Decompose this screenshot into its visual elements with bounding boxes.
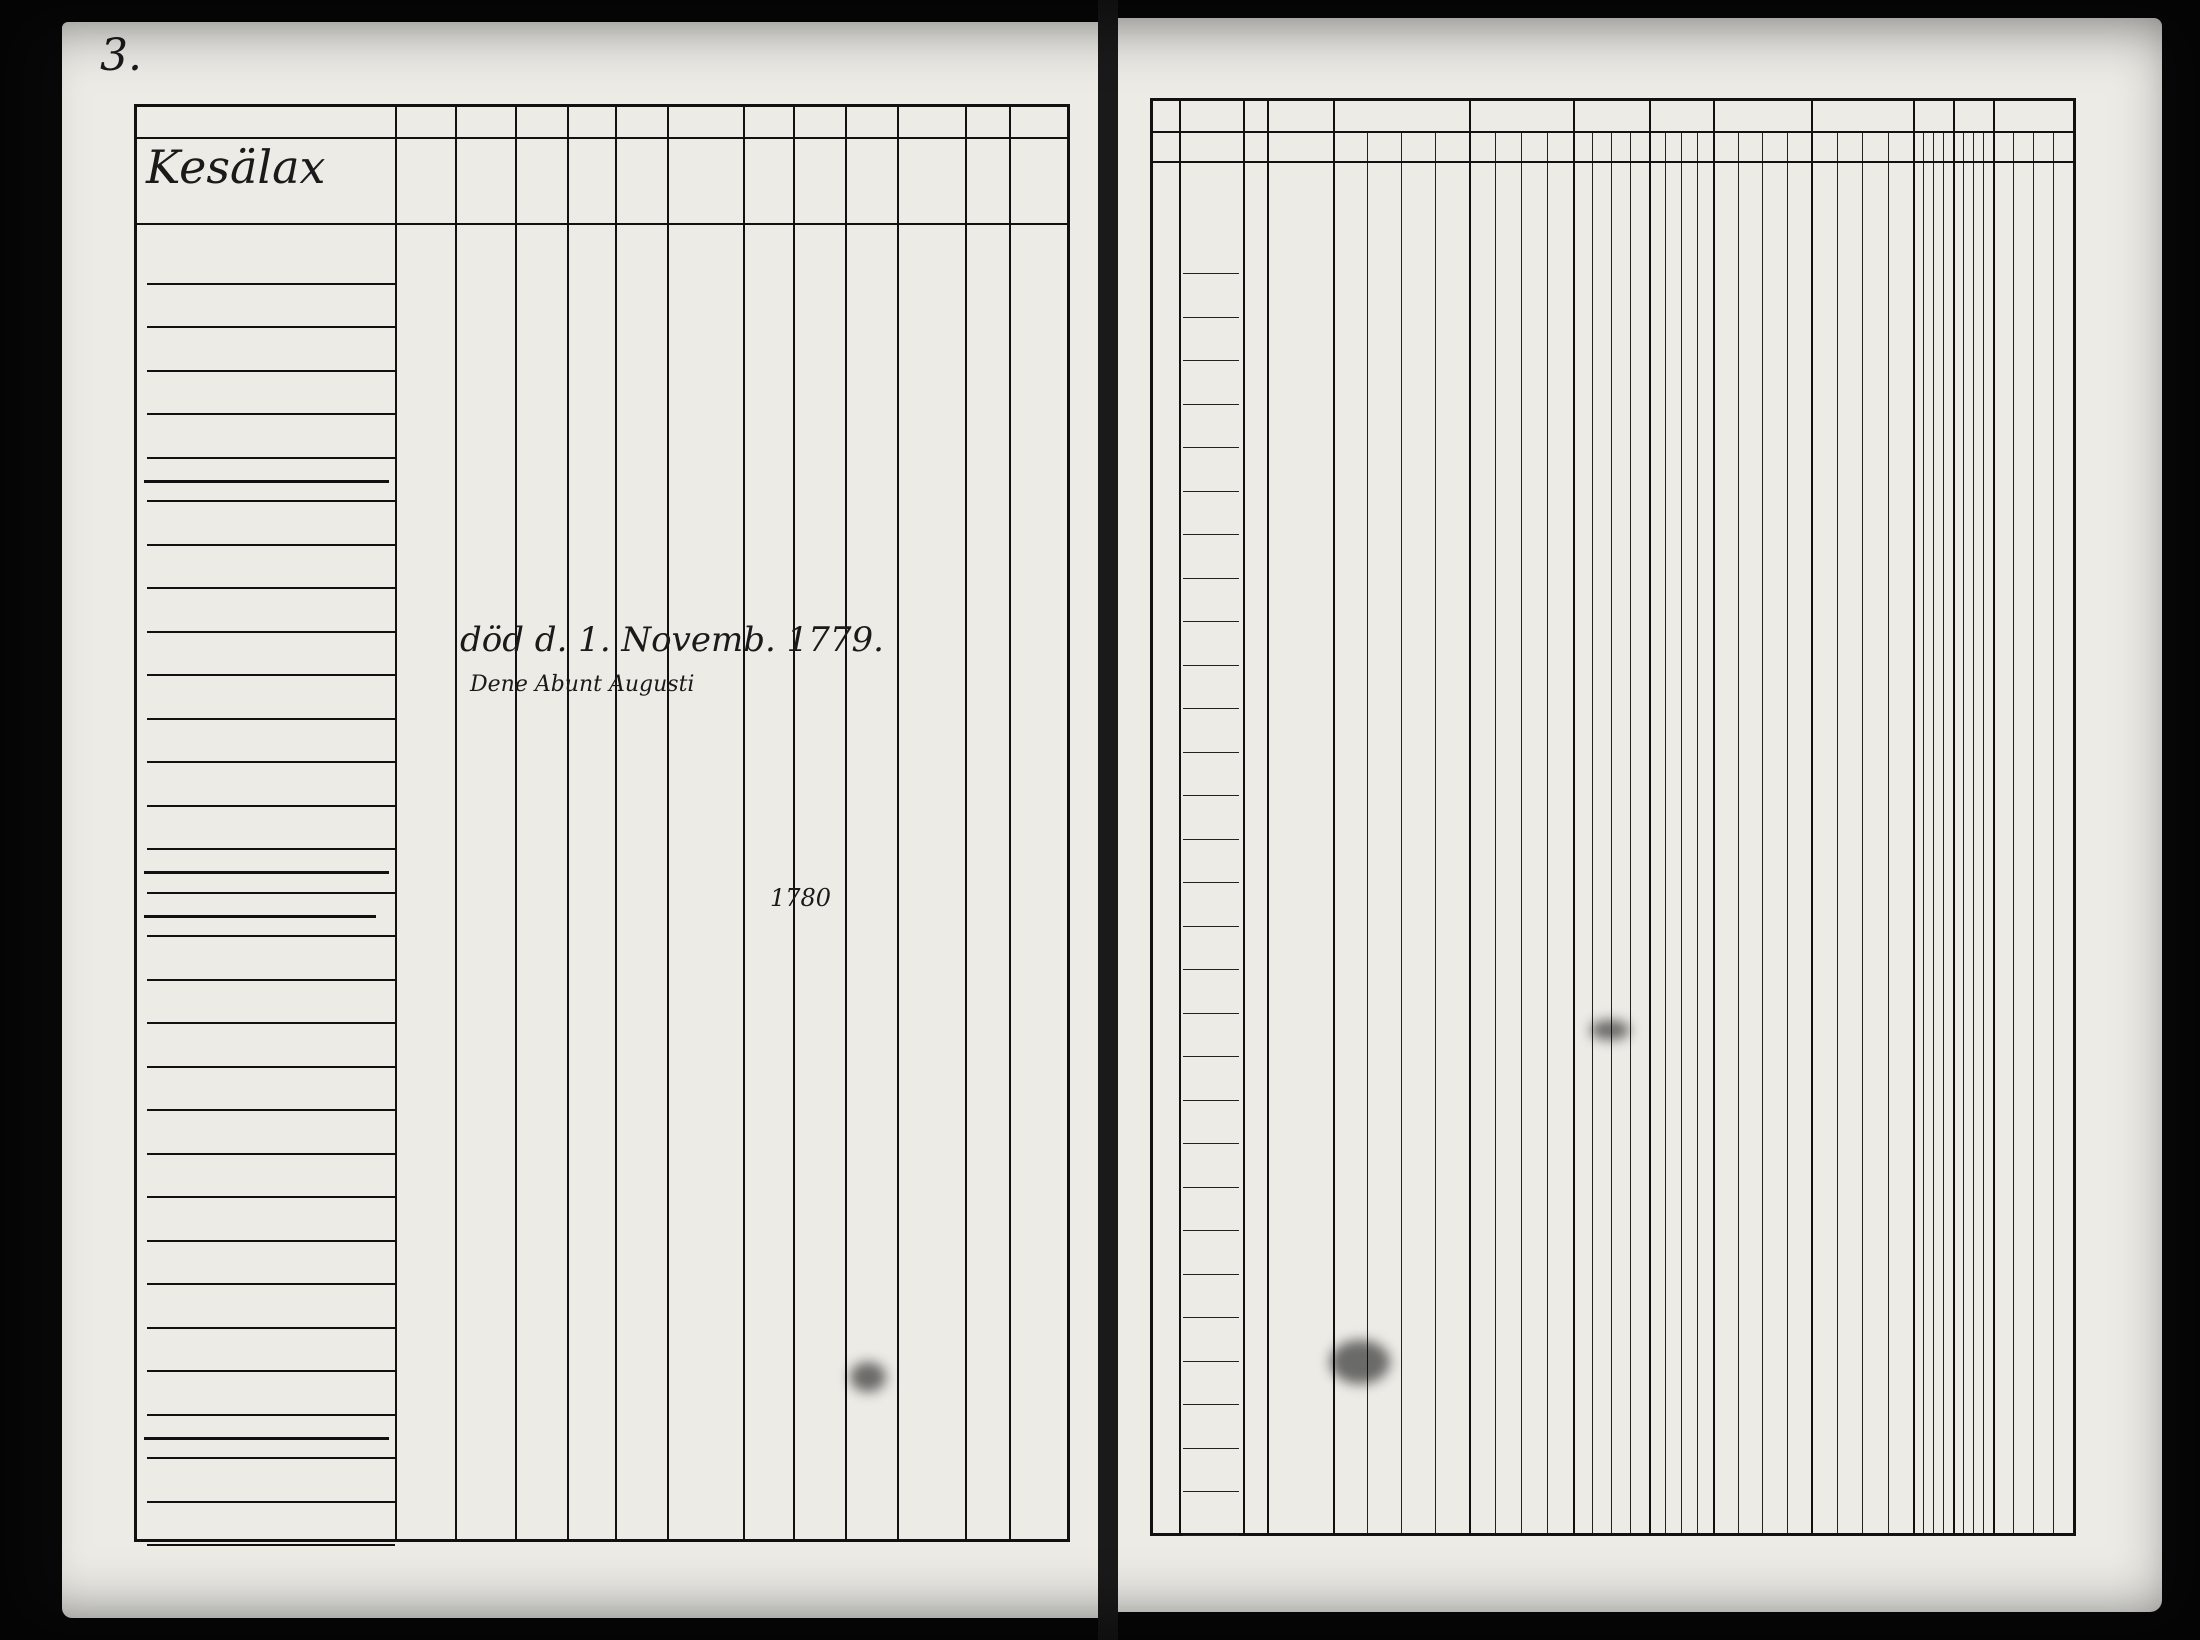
name-underline [147, 805, 395, 807]
header-rule [1153, 161, 2073, 163]
ink-blot [1330, 1340, 1390, 1384]
year-subcolumn-rule [1697, 131, 1698, 1533]
year-subcolumn-rule [1495, 131, 1496, 1533]
column-subheader [794, 140, 811, 216]
margin-note-year: 1780 [770, 884, 832, 912]
strike-through [144, 480, 389, 483]
ink-blot [1590, 1020, 1630, 1040]
year-underline [1183, 404, 1239, 405]
year-subcolumn-rule [1888, 131, 1889, 1533]
table-column-rule [1333, 101, 1335, 1533]
column-subheader [474, 140, 491, 216]
name-underline [147, 718, 395, 720]
year-subcolumn-rule [1762, 131, 1763, 1533]
year-underline [1183, 1187, 1239, 1188]
table-column-rule [515, 107, 517, 1539]
name-underline [147, 631, 395, 633]
census-table [1150, 98, 2076, 1536]
column-subheader [762, 140, 779, 216]
table-column-rule [1913, 101, 1915, 1533]
name-underline [147, 326, 395, 328]
table-column-rule [1009, 107, 1011, 1539]
name-underline [147, 500, 395, 502]
name-underline [147, 892, 395, 894]
catechism-table [134, 104, 1070, 1542]
column-subheader [916, 140, 933, 216]
year-underline [1183, 1143, 1239, 1144]
table-column-rule [1953, 101, 1955, 1533]
ink-blot [850, 1362, 886, 1392]
name-underline [147, 1240, 395, 1242]
year-subcolumn-rule [1521, 131, 1522, 1533]
year-underline [1183, 665, 1239, 666]
name-underline [147, 587, 395, 589]
year-underline [1183, 317, 1239, 318]
table-column-rule [1179, 101, 1181, 1533]
column-subheader [456, 140, 473, 216]
table-column-rule [845, 107, 847, 1539]
year-underline [1183, 839, 1239, 840]
year-underline [1183, 708, 1239, 709]
year-subcolumn-rule [1401, 131, 1402, 1533]
column-subheader [568, 140, 585, 216]
name-underline [147, 1066, 395, 1068]
table-column-rule [1713, 101, 1715, 1533]
name-underline [147, 1501, 395, 1503]
column-subheader [414, 140, 431, 216]
year-subcolumn-rule [1681, 131, 1682, 1533]
year-underline [1183, 882, 1239, 883]
header-rule [1153, 131, 2073, 133]
table-column-rule [897, 107, 899, 1539]
year-underline [1183, 1491, 1239, 1492]
name-underline [147, 935, 395, 937]
year-underline [1183, 534, 1239, 535]
year-subcolumn-rule [1592, 131, 1593, 1533]
table-column-rule [395, 107, 397, 1539]
year-underline [1183, 360, 1239, 361]
column-subheader [812, 140, 829, 216]
name-underline [147, 1109, 395, 1111]
year-subcolumn-rule [1738, 131, 1739, 1533]
name-underline [147, 1327, 395, 1329]
table-column-rule [455, 107, 457, 1539]
name-underline [147, 283, 395, 285]
name-underline [147, 1283, 395, 1285]
name-underline [147, 457, 395, 459]
death-note: död d. 1. Novemb. 1779. [460, 620, 884, 660]
year-underline [1183, 621, 1239, 622]
name-underline [147, 674, 395, 676]
name-underline [147, 370, 395, 372]
year-underline [1183, 795, 1239, 796]
year-underline [1183, 1274, 1239, 1275]
year-underline [1183, 1013, 1239, 1014]
year-underline [1183, 1361, 1239, 1362]
year-underline [1183, 447, 1239, 448]
name-underline [147, 1457, 395, 1459]
column-subheader [864, 140, 881, 216]
year-subcolumn-rule [1943, 131, 1944, 1533]
year-underline [1183, 491, 1239, 492]
year-subcolumn-rule [1862, 131, 1863, 1533]
year-underline [1183, 273, 1239, 274]
year-subcolumn-rule [1367, 131, 1368, 1533]
name-underline [147, 1196, 395, 1198]
year-underline [1183, 926, 1239, 927]
year-underline [1183, 578, 1239, 579]
column-subheader [686, 140, 703, 216]
column-subheader [634, 140, 651, 216]
column-subheader [616, 140, 633, 216]
name-underline [147, 761, 395, 763]
table-column-rule [1267, 101, 1269, 1533]
year-subcolumn-rule [1923, 131, 1924, 1533]
name-underline [147, 1153, 395, 1155]
column-subheader [1010, 140, 1027, 216]
year-subcolumn-rule [1973, 131, 1974, 1533]
column-subheader [898, 140, 915, 216]
column-subheader [668, 140, 685, 216]
year-underline [1183, 1317, 1239, 1318]
year-subcolumn-rule [1787, 131, 1788, 1533]
name-underline [147, 1414, 395, 1416]
strike-through [144, 871, 389, 874]
year-subcolumn-rule [1630, 131, 1631, 1533]
year-subcolumn-rule [1933, 131, 1934, 1533]
year-underline [1183, 752, 1239, 753]
year-subcolumn-rule [2033, 131, 2034, 1533]
year-subcolumn-rule [1837, 131, 1838, 1533]
column-subheader [846, 140, 863, 216]
column-subheader [1028, 140, 1045, 216]
year-underline [1183, 1230, 1239, 1231]
year-subcolumn-rule [2053, 131, 2054, 1533]
name-underline [147, 1022, 395, 1024]
name-underline [147, 413, 395, 415]
column-subheader [586, 140, 603, 216]
table-column-rule [1469, 101, 1471, 1533]
table-column-rule [567, 107, 569, 1539]
column-subheader [934, 140, 951, 216]
table-column-rule [1649, 101, 1651, 1533]
page-number: 3. [100, 30, 142, 81]
header-rule [137, 223, 1067, 225]
year-subcolumn-rule [1963, 131, 1964, 1533]
name-underline [147, 1370, 395, 1372]
year-underline [1183, 1056, 1239, 1057]
table-column-rule [1811, 101, 1813, 1533]
margin-note: Dene Abunt Augusti [470, 672, 695, 697]
year-subcolumn-rule [1611, 131, 1612, 1533]
year-underline [1183, 1535, 1239, 1536]
table-column-rule [1243, 101, 1245, 1533]
name-underline [147, 1544, 395, 1546]
year-underline [1183, 1100, 1239, 1101]
table-column-rule [615, 107, 617, 1539]
column-subheader [516, 140, 533, 216]
strike-through [144, 915, 376, 918]
column-subheader [396, 140, 413, 216]
table-column-rule [1993, 101, 1995, 1533]
table-column-rule [743, 107, 745, 1539]
column-subheader [966, 140, 983, 216]
year-underline [1183, 1448, 1239, 1449]
year-underline [1183, 969, 1239, 970]
strike-through [144, 1437, 389, 1440]
table-column-rule [793, 107, 795, 1539]
name-underline [147, 979, 395, 981]
name-underline [147, 544, 395, 546]
name-underline [147, 848, 395, 850]
header-rule [137, 137, 1067, 139]
column-subheader [492, 140, 509, 216]
year-subcolumn-rule [1665, 131, 1666, 1533]
year-subcolumn-rule [1983, 131, 1984, 1533]
table-column-rule [1573, 101, 1575, 1533]
year-subcolumn-rule [1547, 131, 1548, 1533]
column-subheader [534, 140, 551, 216]
parish-name: Kesälax [146, 140, 326, 194]
book-gutter [1098, 0, 1118, 1640]
year-underline [1183, 1404, 1239, 1405]
table-column-rule [965, 107, 967, 1539]
column-subheader [984, 140, 1001, 216]
column-subheader [704, 140, 721, 216]
year-subcolumn-rule [2013, 131, 2014, 1533]
year-subcolumn-rule [1435, 131, 1436, 1533]
column-subheader [744, 140, 761, 216]
table-column-rule [667, 107, 669, 1539]
